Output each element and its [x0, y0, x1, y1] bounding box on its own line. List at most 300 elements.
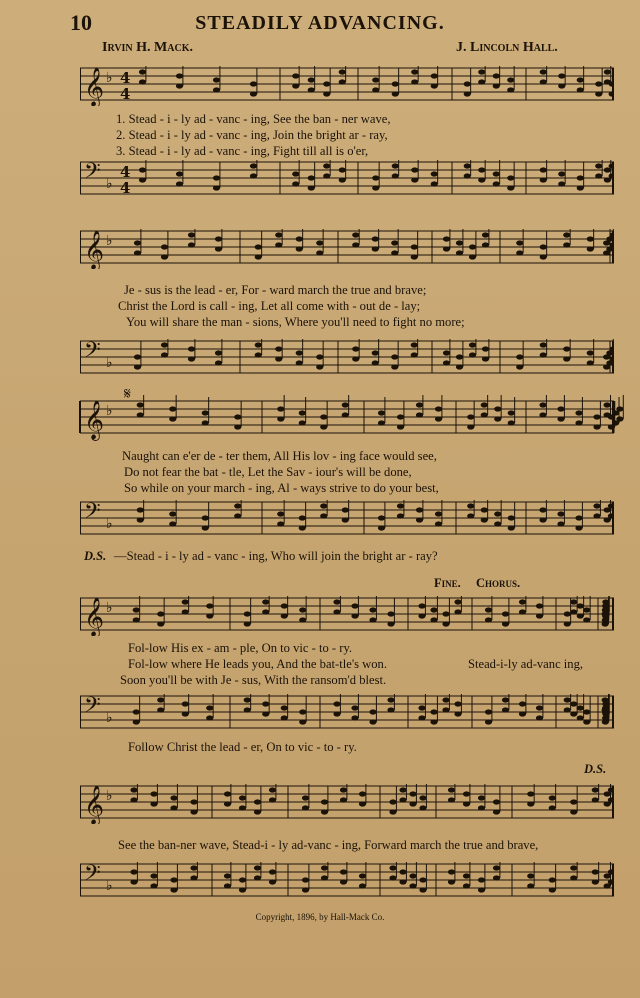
notehead	[494, 521, 501, 526]
notehead	[456, 364, 463, 369]
notehead	[255, 342, 262, 347]
notehead	[321, 875, 328, 880]
bass-clef-icon: 𝄢	[84, 339, 101, 368]
notehead	[464, 81, 471, 86]
notehead	[507, 185, 514, 190]
notehead	[308, 77, 315, 82]
notehead	[369, 719, 376, 724]
bass-staff-3	[80, 500, 614, 540]
bass-staff-4	[80, 694, 614, 734]
notehead	[316, 354, 323, 359]
notehead	[419, 877, 426, 882]
notehead	[481, 402, 488, 407]
notehead	[378, 420, 385, 425]
notehead	[478, 887, 485, 892]
notehead	[602, 621, 609, 626]
notehead	[540, 177, 547, 182]
notehead	[469, 254, 476, 259]
notehead	[418, 705, 425, 710]
notehead	[323, 81, 330, 86]
notehead	[409, 791, 416, 796]
notehead	[563, 242, 570, 247]
treble-staff-4	[80, 596, 614, 636]
notehead	[250, 91, 257, 96]
notehead	[563, 356, 570, 361]
staff-graphic	[80, 500, 614, 540]
notehead	[351, 603, 358, 608]
staff-graphic	[80, 384, 614, 440]
segno-icon: 𝄋	[124, 384, 131, 403]
notehead	[244, 611, 251, 616]
notehead	[215, 246, 222, 251]
notehead	[190, 875, 197, 880]
ds-label: D.S.	[84, 549, 107, 563]
notehead	[527, 883, 534, 888]
notehead	[169, 511, 176, 516]
notehead	[275, 346, 282, 351]
notehead	[467, 424, 474, 429]
notehead	[494, 416, 501, 421]
notehead	[502, 611, 509, 616]
flat-key-signature-icon: ♭	[106, 600, 113, 616]
notehead	[482, 232, 489, 237]
notehead	[302, 805, 309, 810]
notehead	[133, 607, 140, 612]
notehead	[372, 236, 379, 241]
notehead	[448, 879, 455, 884]
notehead	[308, 175, 315, 180]
notehead	[443, 360, 450, 365]
notehead	[563, 232, 570, 237]
notehead	[321, 799, 328, 804]
notehead	[176, 73, 183, 78]
notehead	[255, 352, 262, 357]
notehead	[302, 877, 309, 882]
notehead	[340, 869, 347, 874]
notehead	[134, 250, 141, 255]
notehead	[448, 797, 455, 802]
notehead	[281, 705, 288, 710]
copyright-notice: Copyright, 1896, by Hall-Mack Co.	[255, 912, 385, 922]
lyric-line: 3. Stead - i - ly ad - vanc - ing, Fight till all is o'er,	[116, 144, 369, 158]
notehead	[478, 805, 485, 810]
notehead	[150, 873, 157, 878]
lyric-line: Naught can e'er de - ter them, All His lov - ing face would see,	[122, 449, 437, 463]
notehead	[577, 77, 584, 82]
notehead	[213, 175, 220, 180]
notehead	[493, 809, 500, 814]
notehead	[391, 240, 398, 245]
notehead	[269, 879, 276, 884]
notehead	[333, 599, 340, 604]
staff-graphic	[80, 229, 614, 269]
staff-graphic	[80, 694, 614, 734]
notehead	[150, 801, 157, 806]
notehead	[411, 254, 418, 259]
notehead	[604, 791, 611, 796]
notehead	[342, 517, 349, 522]
notehead	[170, 805, 177, 810]
notehead	[262, 599, 269, 604]
notehead	[308, 185, 315, 190]
notehead	[595, 173, 602, 178]
hymn-title: STEADILY ADVANCING.	[195, 12, 445, 34]
notehead	[292, 171, 299, 176]
notehead	[603, 240, 610, 245]
notehead	[469, 342, 476, 347]
notehead	[485, 607, 492, 612]
notehead	[389, 799, 396, 804]
notehead	[213, 77, 220, 82]
notehead	[255, 254, 262, 259]
notehead	[442, 697, 449, 702]
notehead	[269, 869, 276, 874]
lyric-line: Fol-low where He leads you, And the bat-tle's won.	[128, 657, 387, 671]
notehead	[494, 511, 501, 516]
notehead	[250, 173, 257, 178]
notehead	[431, 171, 438, 176]
notehead	[130, 787, 137, 792]
notehead	[409, 883, 416, 888]
notehead	[392, 81, 399, 86]
notehead	[482, 242, 489, 247]
notehead	[139, 79, 146, 84]
notehead	[557, 406, 564, 411]
treble-staff-2	[80, 229, 614, 269]
notehead	[134, 240, 141, 245]
notehead	[234, 414, 241, 419]
notehead	[299, 617, 306, 622]
notehead	[169, 521, 176, 526]
notehead	[351, 715, 358, 720]
notehead	[321, 809, 328, 814]
notehead	[389, 865, 396, 870]
bass-staff-5	[80, 862, 614, 902]
notehead	[575, 410, 582, 415]
notehead	[419, 887, 426, 892]
notehead	[215, 360, 222, 365]
notehead	[493, 171, 500, 176]
lyric-line: Christ the Lord is call - ing, Let all come with - out de - lay;	[118, 299, 421, 313]
notehead	[250, 81, 257, 86]
notehead	[482, 346, 489, 351]
notehead	[564, 621, 571, 626]
notehead	[507, 77, 514, 82]
notehead	[134, 364, 141, 369]
notehead	[604, 167, 611, 172]
notehead	[604, 507, 611, 512]
notehead	[399, 879, 406, 884]
flat-key-signature-icon: ♭	[106, 788, 113, 804]
notehead	[478, 177, 485, 182]
notehead	[378, 515, 385, 520]
notehead	[277, 406, 284, 411]
treble-staff-1	[80, 66, 614, 106]
notehead	[378, 410, 385, 415]
flat-key-signature-icon: ♭	[106, 176, 113, 192]
notehead	[442, 621, 449, 626]
notehead	[595, 81, 602, 86]
notehead	[539, 507, 546, 512]
notehead	[430, 607, 437, 612]
notehead	[134, 354, 141, 359]
notehead	[399, 869, 406, 874]
notehead	[564, 707, 571, 712]
notehead	[387, 697, 394, 702]
notehead	[372, 350, 379, 355]
notehead	[254, 875, 261, 880]
notehead	[277, 416, 284, 421]
notehead	[467, 513, 474, 518]
notehead	[130, 797, 137, 802]
notehead	[493, 83, 500, 88]
bass-clef-icon: 𝄢	[84, 500, 101, 529]
notehead	[182, 609, 189, 614]
notehead	[339, 167, 346, 172]
page-number: 10	[70, 10, 92, 35]
notehead	[454, 701, 461, 706]
notehead	[320, 414, 327, 419]
treble-clef-icon: 𝄞	[84, 67, 105, 106]
notehead	[583, 607, 590, 612]
notehead	[593, 414, 600, 419]
notehead	[137, 517, 144, 522]
notehead	[454, 609, 461, 614]
notehead	[430, 709, 437, 714]
notehead	[587, 360, 594, 365]
notehead	[577, 705, 584, 710]
notehead	[463, 883, 470, 888]
notehead	[339, 79, 346, 84]
notehead	[397, 414, 404, 419]
notehead	[448, 787, 455, 792]
lyric-line: 1. Stead - i - ly ad - vanc - ing, See the ban - ner wave,	[116, 112, 391, 126]
staff-graphic	[80, 784, 614, 824]
notehead	[507, 175, 514, 180]
notehead	[352, 242, 359, 247]
notehead	[435, 406, 442, 411]
notehead	[139, 167, 146, 172]
notehead	[442, 707, 449, 712]
notehead	[399, 787, 406, 792]
notehead	[456, 240, 463, 245]
notehead	[277, 521, 284, 526]
notehead	[536, 705, 543, 710]
notehead	[603, 364, 610, 369]
notehead	[418, 613, 425, 618]
notehead	[391, 354, 398, 359]
notehead	[170, 795, 177, 800]
notehead	[254, 809, 261, 814]
notehead	[602, 719, 609, 724]
notehead	[564, 611, 571, 616]
notehead	[206, 603, 213, 608]
notehead	[467, 503, 474, 508]
notehead	[316, 250, 323, 255]
notehead	[352, 356, 359, 361]
lyric-line: See the ban-ner wave, Stead-i - ly ad-vanc - ing, Forward march the true and brave,	[118, 838, 539, 852]
notehead	[536, 715, 543, 720]
notehead	[539, 402, 546, 407]
notehead	[570, 875, 577, 880]
flat-key-signature-icon: ♭	[106, 355, 113, 371]
notehead	[296, 236, 303, 241]
notehead	[463, 801, 470, 806]
treble-clef-icon: 𝄞	[84, 785, 105, 824]
notehead	[299, 420, 306, 425]
notehead	[320, 513, 327, 518]
notehead	[527, 791, 534, 796]
notehead	[391, 250, 398, 255]
notehead	[563, 346, 570, 351]
notehead	[419, 795, 426, 800]
notehead	[493, 875, 500, 880]
notehead	[416, 507, 423, 512]
notehead	[456, 250, 463, 255]
notehead	[281, 613, 288, 618]
notehead	[342, 402, 349, 407]
notehead	[602, 697, 609, 702]
bass-lyric-line: Follow Christ the lead - er, On to vic - to - ry.	[128, 740, 357, 754]
treble-staff-5	[80, 784, 614, 824]
notehead	[320, 503, 327, 508]
notehead	[323, 173, 330, 178]
notehead	[299, 709, 306, 714]
notehead	[391, 364, 398, 369]
notehead	[292, 181, 299, 186]
notehead	[595, 91, 602, 96]
notehead	[536, 603, 543, 608]
notehead	[296, 360, 303, 365]
notehead	[485, 719, 492, 724]
notehead	[577, 715, 584, 720]
bass-clef-icon: 𝄢	[84, 694, 101, 723]
notehead	[431, 83, 438, 88]
notehead	[454, 711, 461, 716]
notehead	[557, 416, 564, 421]
notehead	[302, 795, 309, 800]
notehead	[602, 707, 609, 712]
notehead	[442, 611, 449, 616]
notehead	[342, 507, 349, 512]
chorus-label: Chorus.	[476, 576, 521, 590]
notehead	[372, 246, 379, 251]
notehead	[603, 354, 610, 359]
notehead	[558, 83, 565, 88]
notehead	[161, 254, 168, 259]
notehead	[213, 185, 220, 190]
flat-key-signature-icon: ♭	[106, 878, 113, 894]
notehead	[516, 354, 523, 359]
notehead	[292, 73, 299, 78]
notehead	[339, 177, 346, 182]
notehead	[292, 83, 299, 88]
notehead	[464, 173, 471, 178]
notehead	[570, 865, 577, 870]
notehead	[372, 360, 379, 365]
notehead	[540, 79, 547, 84]
notehead	[352, 232, 359, 237]
notehead	[262, 711, 269, 716]
notehead	[558, 73, 565, 78]
notehead	[478, 795, 485, 800]
notehead	[418, 603, 425, 608]
notehead	[493, 799, 500, 804]
notehead	[516, 240, 523, 245]
notehead	[463, 791, 470, 796]
notehead	[133, 617, 140, 622]
notehead	[224, 791, 231, 796]
notehead	[519, 701, 526, 706]
lyric-line: Soon you'll be with Je - sus, With the ransom'd blest.	[120, 673, 387, 687]
notehead	[416, 402, 423, 407]
notehead	[577, 185, 584, 190]
treble-clef-icon: 𝄞	[84, 597, 105, 636]
notehead	[339, 69, 346, 74]
notehead	[387, 621, 394, 626]
notehead	[575, 515, 582, 520]
notehead	[234, 424, 241, 429]
notehead	[215, 350, 222, 355]
notehead	[603, 250, 610, 255]
notehead	[161, 244, 168, 249]
notehead	[372, 185, 379, 190]
notehead	[299, 719, 306, 724]
notehead	[595, 163, 602, 168]
notehead	[323, 91, 330, 96]
notehead	[604, 177, 611, 182]
treble-staff-3	[80, 384, 614, 440]
notehead	[340, 787, 347, 792]
notehead	[213, 87, 220, 92]
notehead	[485, 617, 492, 622]
notehead	[481, 517, 488, 522]
notehead	[170, 887, 177, 892]
notehead	[592, 869, 599, 874]
notehead	[296, 246, 303, 251]
notehead	[333, 609, 340, 614]
notehead	[275, 242, 282, 247]
flat-key-signature-icon: ♭	[106, 70, 113, 86]
notehead	[387, 707, 394, 712]
notehead	[255, 244, 262, 249]
notehead	[549, 805, 556, 810]
flat-key-signature-icon: ♭	[106, 233, 113, 249]
lyric-line: Je - sus is the lead - er, For - ward march the true and brave;	[124, 283, 427, 297]
notehead	[133, 709, 140, 714]
notehead	[583, 709, 590, 714]
notehead	[604, 69, 611, 74]
notehead	[409, 801, 416, 806]
notehead	[604, 412, 611, 417]
notehead	[493, 181, 500, 186]
notehead	[397, 503, 404, 508]
notehead	[549, 887, 556, 892]
notehead	[397, 424, 404, 429]
notehead	[411, 244, 418, 249]
notehead	[592, 879, 599, 884]
notehead	[577, 613, 584, 618]
notehead	[587, 236, 594, 241]
notehead	[202, 525, 209, 530]
notehead	[269, 787, 276, 792]
notehead	[411, 69, 418, 74]
notehead	[169, 416, 176, 421]
notehead	[277, 511, 284, 516]
notehead	[564, 697, 571, 702]
staff-graphic	[80, 862, 614, 902]
notehead	[182, 711, 189, 716]
